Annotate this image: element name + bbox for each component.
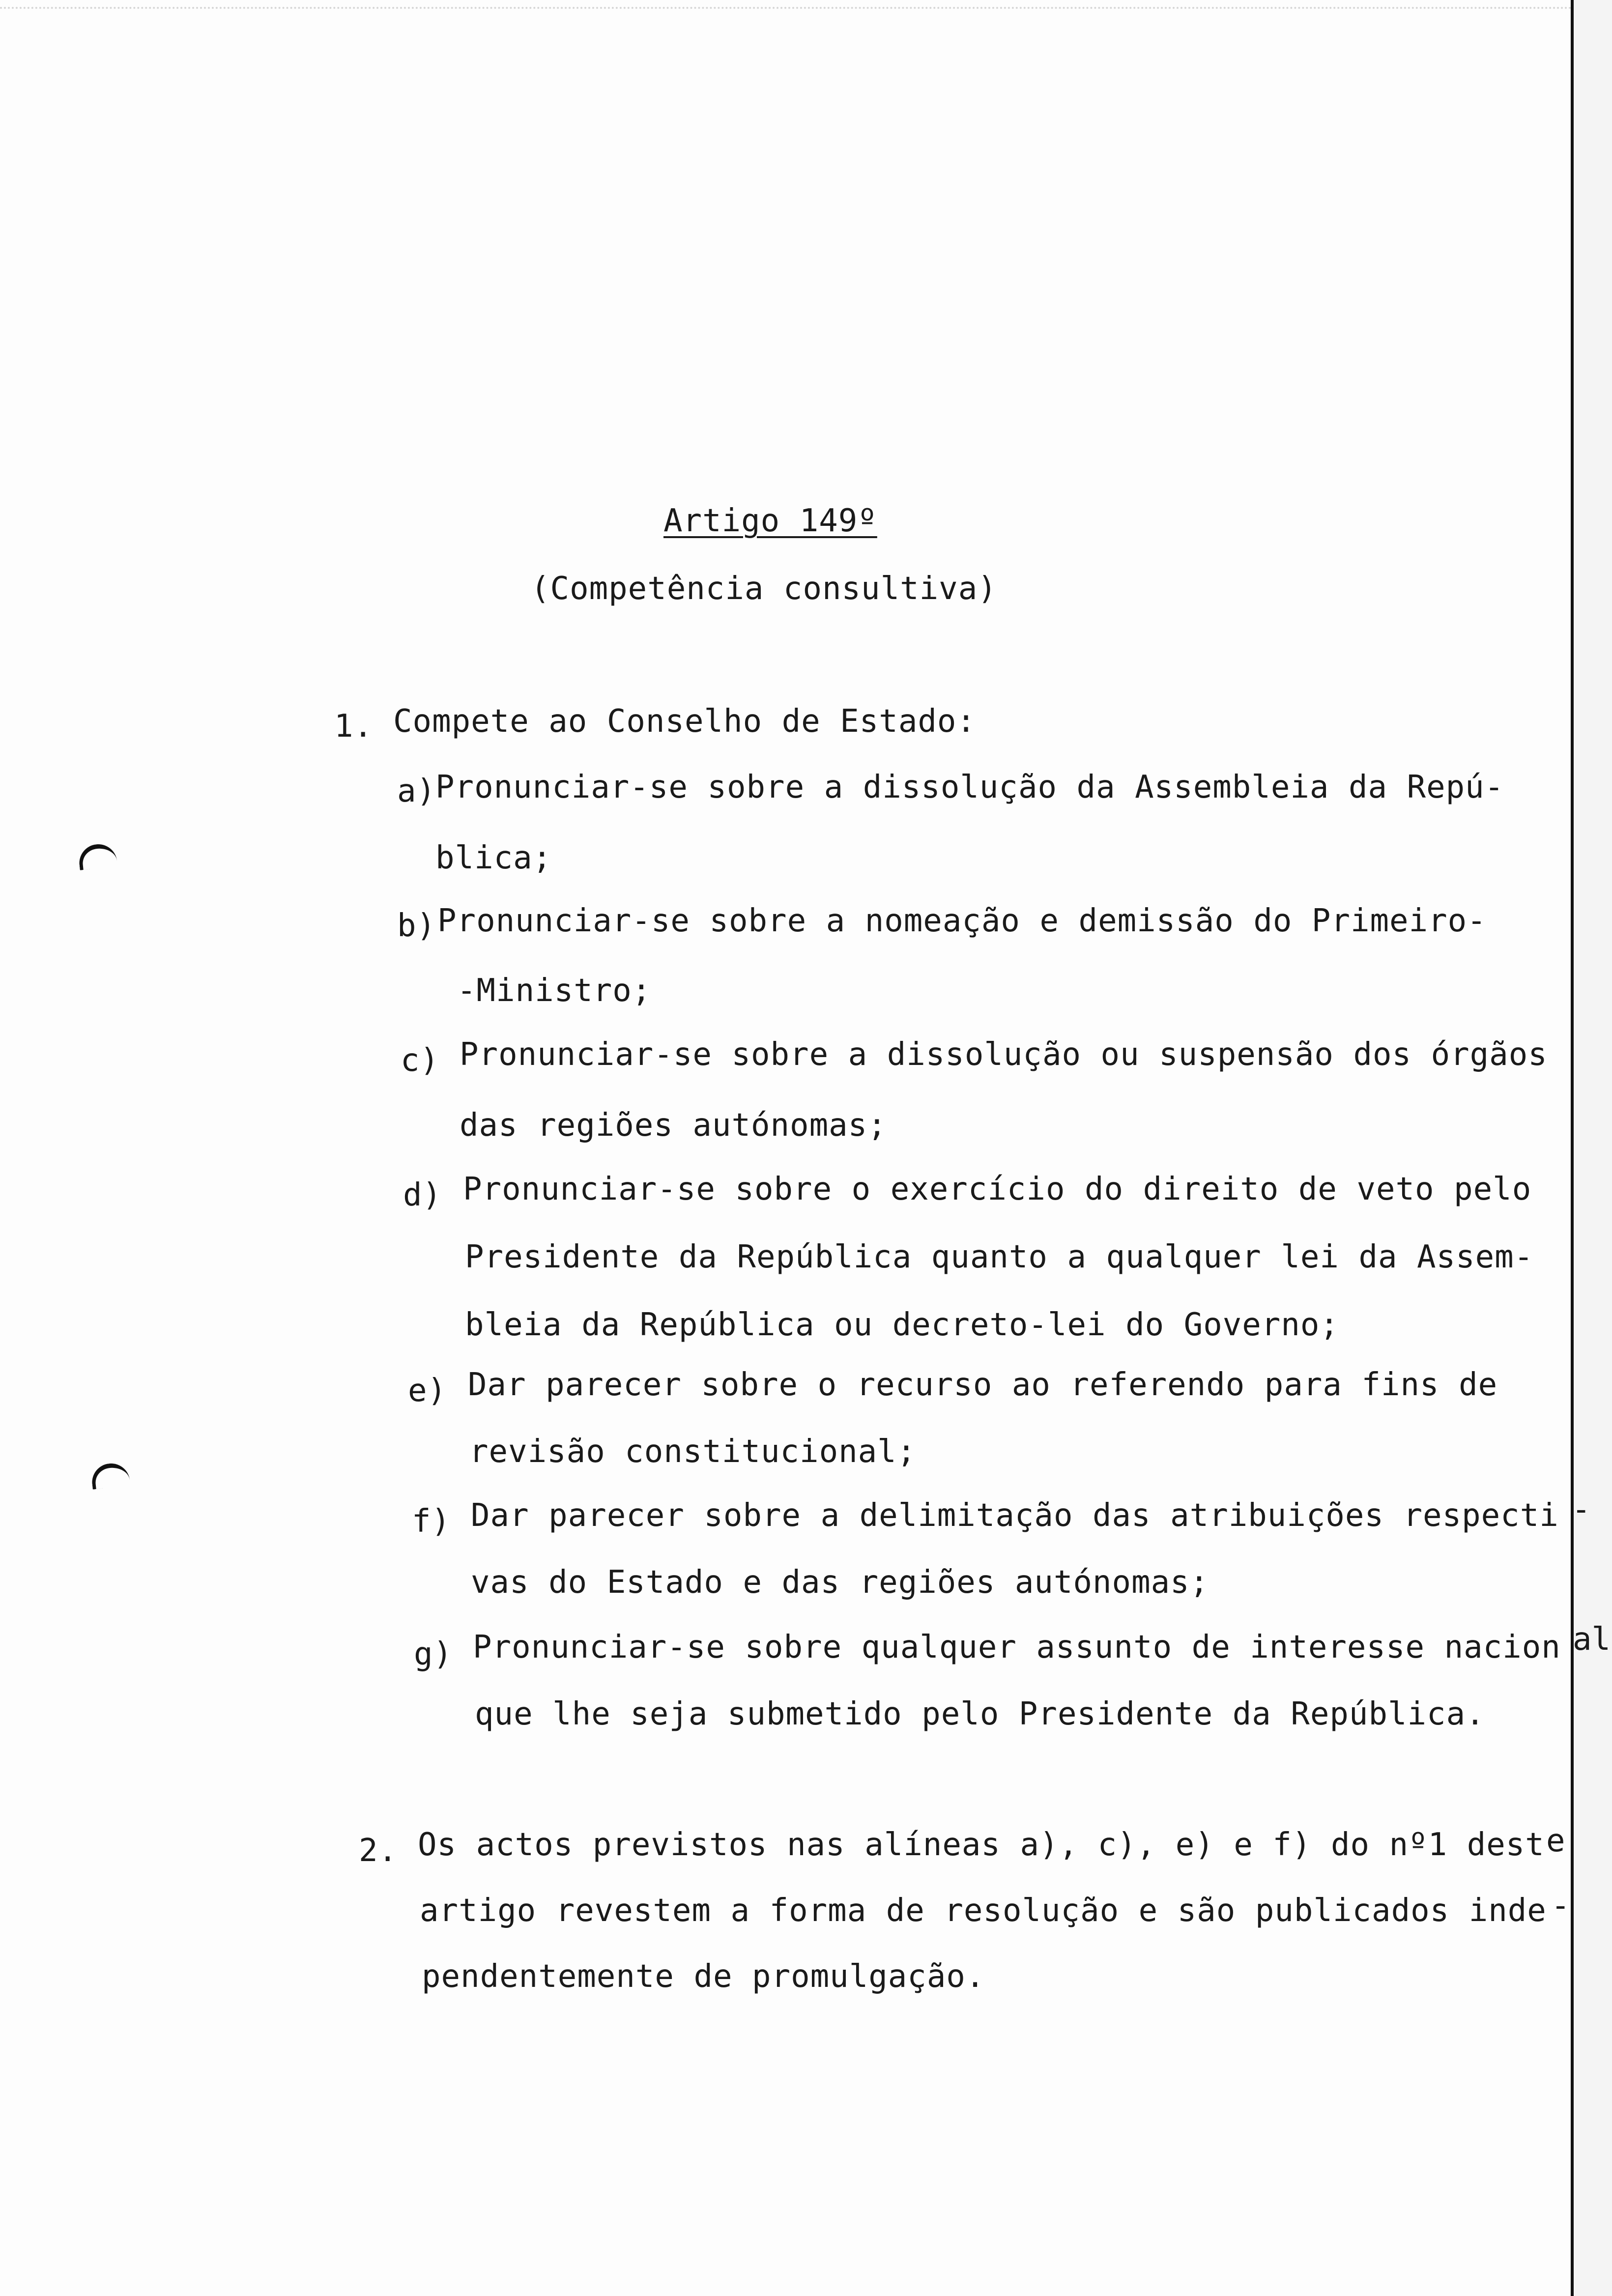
item-marker: c) [401, 1042, 440, 1079]
paragraph-text-line: pendentemente de promulgação. [422, 1958, 985, 1995]
item-text-line: -Ministro; [457, 973, 652, 1009]
scan-top-edge [0, 7, 1573, 9]
article-title: Artigo 149º [663, 503, 877, 539]
item-marker: a) [397, 773, 436, 809]
item-marker: d) [403, 1177, 442, 1213]
article-subtitle: (Competência consultiva) [531, 571, 997, 607]
item-text-line: Pronunciar-se sobre a nomeação e demissão do Primeiro- [437, 903, 1487, 939]
paragraph-text-line: Os actos previstos nas alíneas a), c), e) e f) do nº1 dest [418, 1827, 1545, 1863]
paragraph-text-overrun: e [1546, 1823, 1565, 1859]
item-text-line: das regiões autónomas; [460, 1107, 887, 1144]
paragraph-number: 2. [359, 1833, 398, 1869]
paragraph-number: 1. [334, 708, 374, 745]
item-text-line: vas do Estado e das regiões autónomas; [471, 1564, 1209, 1601]
scan-margin-strip [1574, 0, 1612, 2296]
item-text-line: blica; [435, 840, 552, 876]
item-text-line: revisão constitucional; [469, 1434, 917, 1470]
scan-right-border [1571, 0, 1574, 2296]
item-text-line: Pronunciar-se sobre a dissolução da Assembleia da Repú- [435, 769, 1504, 805]
paragraph-text-line: artigo revestem a forma de resolução e são publicados inde [420, 1893, 1547, 1929]
paragraph-intro: Compete ao Conselho de Estado: [393, 703, 976, 740]
item-text-line: Pronunciar-se sobre a dissolução ou suspensão dos órgãos [460, 1036, 1548, 1073]
item-text-line: que lhe seja submetido pelo Presidente da República. [475, 1696, 1485, 1732]
item-text-line: Pronunciar-se sobre o exercício do direito de veto pelo [463, 1171, 1532, 1207]
item-text-overrun: al [1573, 1621, 1611, 1658]
item-text-overrun: - [1572, 1492, 1591, 1528]
item-marker: g) [414, 1636, 453, 1672]
binder-hole-mark [78, 842, 118, 870]
paragraph-text-overrun: - [1551, 1888, 1570, 1924]
item-marker: f) [412, 1503, 451, 1540]
item-text-line: Dar parecer sobre a delimitação das atribuições respecti [471, 1497, 1559, 1534]
binder-hole-mark [90, 1462, 131, 1490]
item-text-line: Dar parecer sobre o recurso ao referendo para fins de [468, 1367, 1498, 1403]
item-marker: e) [408, 1373, 447, 1409]
item-text-line: bleia da República ou decreto-lei do Governo; [465, 1307, 1339, 1343]
item-marker: b) [397, 908, 436, 944]
item-text-line: Pronunciar-se sobre qualquer assunto de interesse nacion [473, 1629, 1561, 1665]
item-text-line: Presidente da República quanto a qualquer lei da Assem- [465, 1239, 1534, 1275]
